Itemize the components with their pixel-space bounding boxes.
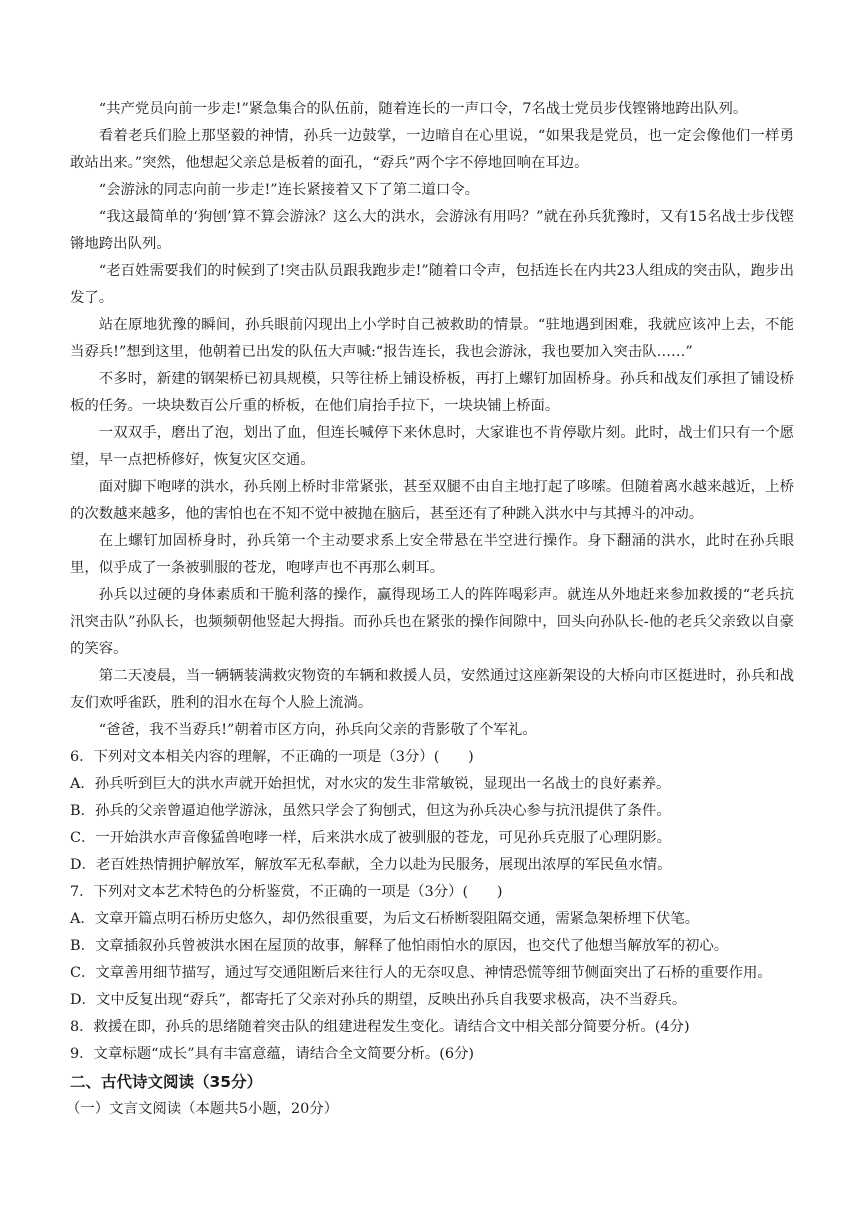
passage-paragraph: “我这最简单的‘狗刨’算不算会游泳？这么大的洪水，会游泳有用吗？”就在孙兵犹豫时，又有15名战士步伐铿锵地跨出队列。 (70, 209, 794, 252)
passage-paragraph: 第二天凌晨，当一辆辆装满救灾物资的车辆和救援人员，安然通过这座新架设的大桥向市区挺进时，孙兵和战友们欢呼雀跃，胜利的泪水在每个人脸上流淌。 (70, 668, 794, 711)
passage-paragraph: “爸爸，我不当孬兵!”朝着市区方向，孙兵向父亲的背影敬了个军礼。 (98, 722, 537, 738)
question-option: B．孙兵的父亲曾逼迫他学游泳，虽然只学会了狗刨式，但这为孙兵决心参与抗汛提供了条件。 (70, 803, 671, 819)
section-subtitle: （一）文言文阅读（本题共5小题，20分） (66, 1101, 339, 1117)
passage (70, 96, 794, 744)
passage-paragraph: 看着老兵们脸上那坚毅的神情，孙兵一边鼓掌，一边暗自在心里说，“如果我是党员，也一定会像他们一样勇敢站出来。”突然，他想起父亲总是板着的面孔，“孬兵”两个字不停地回响在耳边。 (70, 128, 794, 171)
question-option: C．一开始洪水声音像猛兽咆哮一样，后来洪水成了被驯服的苍龙，可见孙兵克服了心理阴影。 (70, 830, 672, 846)
document-page (66, 96, 794, 1123)
passage-paragraph: 站在原地犹豫的瞬间，孙兵眼前闪现出上小学时自己被救助的情景。“驻地遇到困难，我就应该冲上去，不能当孬兵!”想到这里，他朝着已出发的队伍大声喊:“报告连长，我也会游泳，我也要加入突击队……” (70, 317, 794, 360)
question-6 (70, 744, 794, 879)
passage-paragraph: “会游泳的同志向前一步走!”连长紧接着又下了第二道口令。 (98, 182, 480, 198)
question-8 (70, 1014, 794, 1041)
question-option: B．文章插叙孙兵曾被洪水困在屋顶的故事，解释了他怕雨怕水的原因，也交代了他想当解放军的初心。 (70, 938, 729, 954)
question-9 (70, 1041, 794, 1068)
question-option: A．孙兵听到巨大的洪水声就开始担忧，对水灾的发生非常敏锐，显现出一名战士的良好素养。 (70, 776, 671, 792)
question-stem: 7．下列对文本艺术特色的分析鉴赏，不正确的一项是（3分）( ) (70, 884, 503, 900)
passage-paragraph: “共产党员向前一步走!”紧急集合的队伍前，随着连长的一声口令，7名战士党员步伐铿锵地跨出队列。 (98, 101, 748, 117)
passage-paragraph: 不多时，新建的钢架桥已初具规模，只等往桥上铺设桥板，再打上螺钉加固桥身。孙兵和战友们承担了铺设桥板的任务。一块块数百公斤重的桥板，在他们肩抬手拉下，一块块铺上桥面。 (70, 371, 794, 414)
question-stem: 9．文章标题“成长”具有丰富意蕴，请结合全文简要分析。(6分) (70, 1046, 475, 1062)
section-title: 二、古代诗文阅读（35分） (70, 1073, 263, 1091)
question-stem: 6．下列对文本相关内容的理解，不正确的一项是（3分）( ) (70, 749, 474, 765)
question-option: A．文章开篇点明石桥历史悠久，却仍然很重要，为后文石桥断裂阻隔交通，需紧急架桥埋下伏笔。 (70, 911, 700, 927)
question-option: C．文章善用细节描写，通过写交通阻断后来往行人的无奈叹息、神情恐慌等细节侧面突出了石桥的重要作用。 (70, 965, 772, 981)
passage-paragraph: 一双双手，磨出了泡，划出了血，但连长喊停下来休息时，大家谁也不肯停歇片刻。此时，战士们只有一个愿望，早一点把桥修好，恢复灾区交通。 (70, 425, 794, 468)
question-stem: 8．救援在即，孙兵的思绪随着突击队的组建进程发生变化。请结合文中相关部分简要分析。(4分) (70, 1019, 690, 1035)
question-7 (70, 879, 794, 1014)
passage-paragraph: 面对脚下咆哮的洪水，孙兵刚上桥时非常紧张，甚至双腿不由自主地打起了哆嗦。但随着离水越来越近，上桥的次数越来越多，他的害怕也在不知不觉中被抛在脑后，甚至还有了种跳入洪水中与其搏斗的冲动。 (70, 479, 794, 522)
passage-paragraph: “老百姓需要我们的时候到了!突击队员跟我跑步走!”随着口令声，包括连长在内共23人组成的突击队，跑步出发了。 (70, 263, 794, 306)
question-option: D．文中反复出现“孬兵”，都寄托了父亲对孙兵的期望，反映出孙兵自我要求极高，决不当孬兵。 (70, 992, 687, 1008)
passage-paragraph: 在上螺钉加固桥身时，孙兵第一个主动要求系上安全带悬在半空进行操作。身下翻涌的洪水，此时在孙兵眼里，似乎成了一条被驯服的苍龙，咆哮声也不再那么刺耳。 (70, 533, 794, 576)
question-option: D．老百姓热情拥护解放军，解放军无私奉献，全力以赴为民服务，展现出浓厚的军民鱼水情。 (70, 857, 672, 873)
passage-paragraph: 孙兵以过硬的身体素质和干脆利落的操作，赢得现场工人的阵阵喝彩声。就连从外地赶来参加救援的“老兵抗汛突击队”孙队长，也频频朝他竖起大拇指。而孙兵也在紧张的操作间隙中，回头向孙队长-他的老兵父亲致以自豪的笑容。 (70, 587, 794, 657)
